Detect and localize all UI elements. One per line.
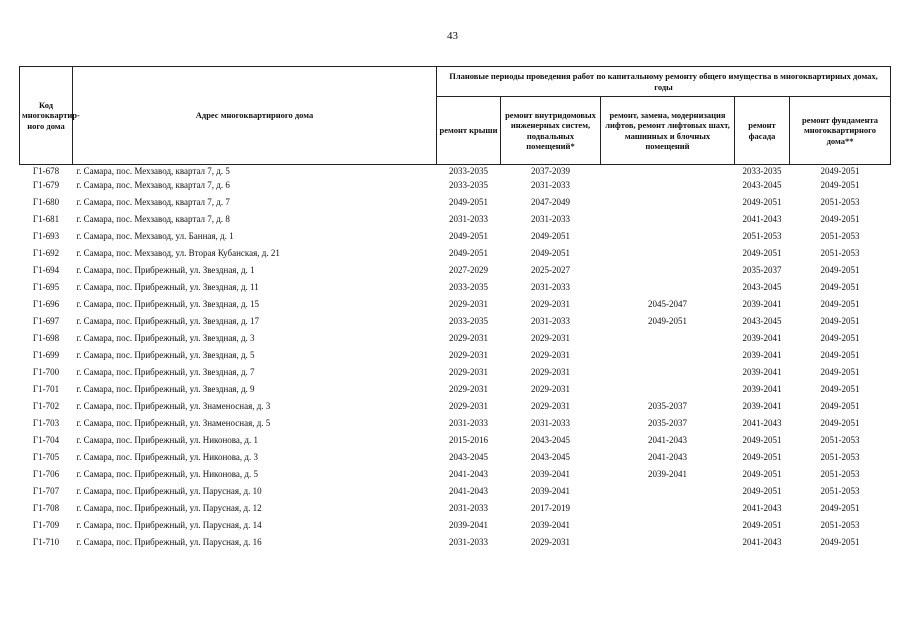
cell-address: г. Самара, пос. Мехзавод, квартал 7, д. 8: [76, 214, 230, 224]
cell-address: г. Самара, пос. Прибрежный, ул. Знаменосная, д. 3: [76, 401, 271, 411]
cell-code: Г1-708: [32, 503, 60, 513]
cell-facade: 2035-2037: [742, 265, 782, 275]
cell-foundation: 2049-2051: [820, 299, 860, 309]
header-periods: Плановые периоды проведения работ по капитальному ремонту общего имущества в многоквартирных домах, годы: [437, 67, 891, 97]
cell-facade: 2039-2041: [742, 384, 782, 394]
cell-address: г. Самара, пос. Мехзавод, ул. Вторая Кубанская, д. 21: [76, 248, 280, 258]
cell-code: Г1-709: [32, 520, 60, 530]
cell-code: Г1-679: [32, 180, 60, 190]
cell-roof: 2031-2033: [449, 537, 488, 547]
cell-address: г. Самара, пос. Прибрежный, ул. Парусная, д. 16: [76, 537, 262, 547]
cell-foundation: 2049-2051: [820, 503, 860, 513]
cell-foundation: 2049-2051: [820, 166, 860, 176]
cell-facade: 2043-2045: [742, 316, 782, 326]
cell-code: Г1-678: [32, 166, 60, 176]
cell-foundation: 2051-2053: [820, 248, 860, 258]
cell-roof: 2033-2035: [449, 166, 488, 176]
cell-elevators: [601, 165, 735, 178]
cell-roof: 2041-2043: [449, 469, 488, 479]
table-body: [20, 165, 891, 552]
cell-address: г. Самара, пос. Мехзавод, квартал 7, д. 6: [76, 180, 230, 190]
cell-address: г. Самара, пос. Прибрежный, ул. Звездная, д. 1: [76, 265, 255, 275]
table-row: [20, 534, 891, 551]
table-row: [20, 517, 891, 534]
cell-code: Г1-695: [32, 282, 60, 292]
cell-systems: 2049-2051: [531, 248, 570, 258]
cell-code: Г1-700: [32, 367, 60, 377]
cell-systems: 2029-2031: [531, 333, 570, 343]
table-row: [20, 364, 891, 381]
cell-foundation: 2049-2051: [820, 214, 860, 224]
cell-foundation: 2051-2053: [820, 520, 860, 530]
table-row: [20, 381, 891, 398]
cell-address: г. Самара, пос. Прибрежный, ул. Звездная, д. 9: [76, 384, 255, 394]
cell-elevators: [601, 534, 735, 551]
cell-elevators: 2041-2043: [648, 435, 687, 445]
cell-address: г. Самара, пос. Прибрежный, ул. Звездная, д. 11: [76, 282, 259, 292]
table-row: [20, 245, 891, 262]
cell-systems: 2037-2039: [531, 166, 570, 176]
cell-facade: 2043-2045: [742, 180, 782, 190]
cell-roof: 2031-2033: [449, 418, 488, 428]
cell-systems: 2017-2019: [531, 503, 570, 513]
cell-foundation: 2051-2053: [820, 469, 860, 479]
cell-roof: 2049-2051: [449, 231, 488, 241]
cell-facade: 2049-2051: [742, 486, 782, 496]
cell-systems: 2029-2031: [531, 299, 570, 309]
cell-systems: 2031-2033: [531, 180, 570, 190]
cell-systems: 2031-2033: [531, 418, 570, 428]
cell-code: Г1-704: [32, 435, 60, 445]
table-row: [20, 347, 891, 364]
cell-roof: 2031-2033: [449, 214, 488, 224]
cell-roof: 2029-2031: [449, 350, 488, 360]
cell-elevators: 2039-2041: [648, 469, 687, 479]
cell-facade: 2039-2041: [742, 333, 782, 343]
cell-code: Г1-706: [32, 469, 60, 479]
header-elevators: ремонт, замена, модернизация лифтов, ремонт лифтовых шахт, машинных и блочных помещений: [601, 97, 735, 165]
cell-facade: 2049-2051: [742, 197, 782, 207]
cell-code: Г1-680: [32, 197, 60, 207]
cell-code: Г1-710: [32, 537, 60, 547]
cell-foundation: 2049-2051: [820, 537, 860, 547]
table-row: [20, 165, 891, 178]
cell-code: Г1-701: [32, 384, 60, 394]
cell-systems: 2029-2031: [531, 367, 570, 377]
cell-facade: 2049-2051: [742, 435, 782, 445]
cell-systems: 2043-2045: [531, 435, 570, 445]
cell-roof: 2033-2035: [449, 282, 488, 292]
cell-facade: 2049-2051: [742, 452, 782, 462]
cell-elevators: [601, 228, 735, 245]
cell-foundation: 2051-2053: [820, 435, 860, 445]
header-foundation: ремонт фундамента многоквартирного дома**: [790, 97, 891, 165]
cell-elevators: [601, 211, 735, 228]
cell-foundation: 2049-2051: [820, 384, 860, 394]
cell-code: Г1-698: [32, 333, 60, 343]
cell-code: Г1-696: [32, 299, 60, 309]
cell-elevators: [601, 279, 735, 296]
table-row: [20, 279, 891, 296]
cell-elevators: 2049-2051: [648, 316, 687, 326]
cell-address: г. Самара, пос. Мехзавод, ул. Банная, д. 1: [76, 231, 234, 241]
table-row: [20, 330, 891, 347]
cell-roof: 2027-2029: [449, 265, 488, 275]
cell-roof: 2049-2051: [449, 248, 488, 258]
cell-code: Г1-699: [32, 350, 60, 360]
cell-facade: 2049-2051: [742, 520, 782, 530]
table-row: [20, 500, 891, 517]
capital-repair-table: [19, 66, 891, 551]
cell-elevators: [601, 177, 735, 194]
cell-systems: 2029-2031: [531, 384, 570, 394]
cell-roof: 2039-2041: [449, 520, 488, 530]
cell-foundation: 2051-2053: [820, 197, 860, 207]
cell-elevators: [601, 517, 735, 534]
header-roof: ремонт крыши: [437, 97, 501, 165]
cell-systems: 2025-2027: [531, 265, 570, 275]
table-row: [20, 177, 891, 194]
cell-elevators: 2035-2037: [648, 418, 687, 428]
cell-foundation: 2049-2051: [820, 282, 860, 292]
cell-systems: 2043-2045: [531, 452, 570, 462]
cell-address: г. Самара, пос. Прибрежный, ул. Звездная, д. 5: [76, 350, 255, 360]
cell-address: г. Самара, пос. Прибрежный, ул. Звездная, д. 3: [76, 333, 255, 343]
cell-foundation: 2051-2053: [820, 231, 860, 241]
cell-facade: 2049-2051: [742, 469, 782, 479]
cell-facade: 2043-2045: [742, 282, 782, 292]
cell-elevators: [601, 364, 735, 381]
table-row: [20, 466, 891, 483]
cell-systems: 2029-2031: [531, 537, 570, 547]
cell-foundation: 2049-2051: [820, 180, 860, 190]
cell-code: Г1-705: [32, 452, 60, 462]
cell-facade: 2039-2041: [742, 350, 782, 360]
cell-code: Г1-692: [32, 248, 60, 258]
cell-address: г. Самара, пос. Прибрежный, ул. Никонова, д. 3: [76, 452, 258, 462]
cell-facade: 2041-2043: [742, 503, 782, 513]
cell-address: г. Самара, пос. Прибрежный, ул. Парусная, д. 10: [76, 486, 262, 496]
cell-facade: 2039-2041: [742, 299, 782, 309]
cell-address: г. Самара, пос. Прибрежный, ул. Парусная, д. 14: [76, 520, 262, 530]
cell-facade: 2033-2035: [742, 166, 782, 176]
header-systems: ремонт внутридомовых инженерных систем, подвальных помещений*: [501, 97, 601, 165]
cell-address: г. Самара, пос. Прибрежный, ул. Никонова, д. 5: [76, 469, 258, 479]
cell-systems: 2039-2041: [531, 486, 570, 496]
cell-address: г. Самара, пос. Прибрежный, ул. Знаменосная, д. 5: [76, 418, 271, 428]
cell-facade: 2039-2041: [742, 401, 782, 411]
cell-roof: 2029-2031: [449, 299, 488, 309]
cell-foundation: 2049-2051: [820, 316, 860, 326]
cell-facade: 2041-2043: [742, 214, 782, 224]
header-address: Адрес многоквартирного дома: [73, 67, 437, 165]
cell-address: г. Самара, пос. Мехзавод, квартал 7, д. 7: [76, 197, 230, 207]
table-row: [20, 211, 891, 228]
header-code: Код многоквартир-ного дома: [20, 67, 73, 165]
cell-code: Г1-702: [32, 401, 60, 411]
cell-systems: 2029-2031: [531, 401, 570, 411]
cell-elevators: [601, 347, 735, 364]
cell-systems: 2029-2031: [531, 350, 570, 360]
cell-roof: 2043-2045: [449, 452, 488, 462]
cell-systems: 2047-2049: [531, 197, 570, 207]
table-row: [20, 432, 891, 449]
cell-roof: 2029-2031: [449, 384, 488, 394]
cell-code: Г1-697: [32, 316, 60, 326]
cell-foundation: 2051-2053: [820, 452, 860, 462]
cell-foundation: 2049-2051: [820, 350, 860, 360]
cell-foundation: 2049-2051: [820, 265, 860, 275]
table-row: [20, 228, 891, 245]
cell-elevators: 2045-2047: [648, 299, 687, 309]
table-row: [20, 313, 891, 330]
cell-roof: 2033-2035: [449, 180, 488, 190]
cell-facade: 2041-2043: [742, 537, 782, 547]
cell-roof: 2049-2051: [449, 197, 488, 207]
cell-roof: 2015-2016: [449, 435, 488, 445]
cell-foundation: 2049-2051: [820, 333, 860, 343]
cell-foundation: 2051-2053: [820, 486, 860, 496]
table-row: [20, 194, 891, 211]
cell-facade: 2051-2053: [742, 231, 782, 241]
table-row: [20, 449, 891, 466]
table-row: [20, 296, 891, 313]
cell-elevators: [601, 483, 735, 500]
table-row: [20, 398, 891, 415]
cell-facade: 2039-2041: [742, 367, 782, 377]
cell-systems: 2049-2051: [531, 231, 570, 241]
cell-elevators: [601, 245, 735, 262]
cell-elevators: [601, 500, 735, 517]
cell-address: г. Самара, пос. Прибрежный, ул. Парусная, д. 12: [76, 503, 262, 513]
cell-roof: 2033-2035: [449, 316, 488, 326]
cell-address: г. Самара, пос. Прибрежный, ул. Звездная, д. 17: [76, 316, 260, 326]
cell-roof: 2031-2033: [449, 503, 488, 513]
cell-facade: 2041-2043: [742, 418, 782, 428]
cell-systems: 2031-2033: [531, 316, 570, 326]
cell-roof: 2029-2031: [449, 333, 488, 343]
cell-systems: 2039-2041: [531, 469, 570, 479]
cell-elevators: 2035-2037: [648, 401, 687, 411]
cell-elevators: [601, 194, 735, 211]
cell-code: Г1-681: [32, 214, 60, 224]
cell-foundation: 2049-2051: [820, 401, 860, 411]
cell-address: г. Самара, пос. Мехзавод, квартал 7, д. 5: [76, 166, 230, 176]
cell-systems: 2039-2041: [531, 520, 570, 530]
cell-facade: 2049-2051: [742, 248, 782, 258]
cell-elevators: 2041-2043: [648, 452, 687, 462]
header-facade: ремонт фасада: [735, 97, 790, 165]
cell-roof: 2041-2043: [449, 486, 488, 496]
cell-address: г. Самара, пос. Прибрежный, ул. Звездная, д. 7: [76, 367, 255, 377]
cell-elevators: [601, 381, 735, 398]
table-row: [20, 483, 891, 500]
page-number: 43: [447, 30, 458, 42]
cell-roof: 2029-2031: [449, 367, 488, 377]
cell-foundation: 2049-2051: [820, 367, 860, 377]
cell-code: Г1-693: [32, 231, 60, 241]
cell-code: Г1-703: [32, 418, 60, 428]
cell-roof: 2029-2031: [449, 401, 488, 411]
cell-elevators: [601, 262, 735, 279]
cell-address: г. Самара, пос. Прибрежный, ул. Никонова, д. 1: [76, 435, 258, 445]
cell-elevators: [601, 330, 735, 347]
table-row: [20, 262, 891, 279]
cell-code: Г1-707: [32, 486, 60, 496]
cell-foundation: 2049-2051: [820, 418, 860, 428]
table-row: [20, 415, 891, 432]
cell-systems: 2031-2033: [531, 282, 570, 292]
cell-systems: 2031-2033: [531, 214, 570, 224]
cell-address: г. Самара, пос. Прибрежный, ул. Звездная, д. 15: [76, 299, 260, 309]
cell-code: Г1-694: [32, 265, 60, 275]
